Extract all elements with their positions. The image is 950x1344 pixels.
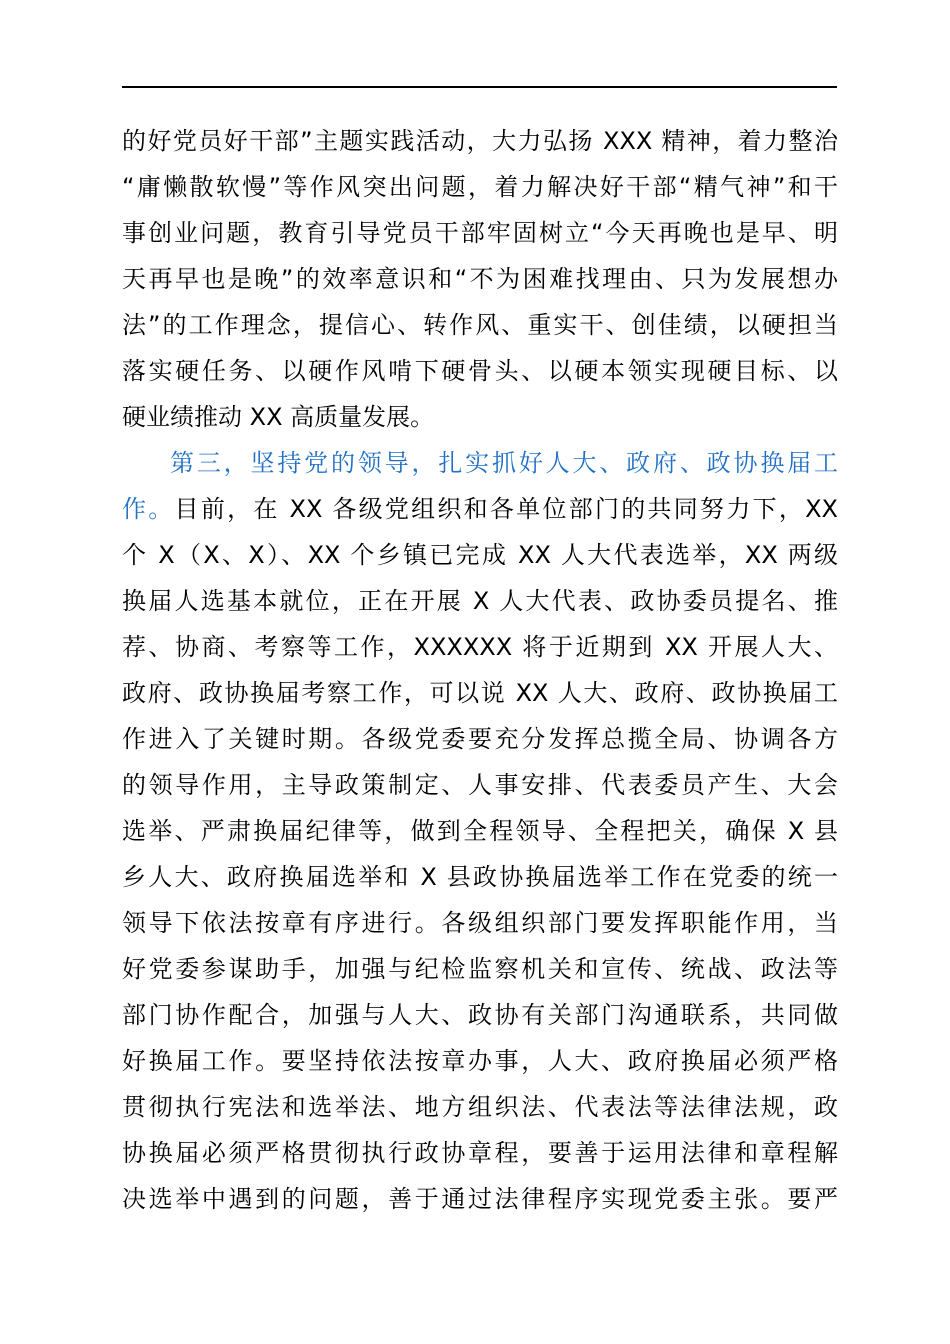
text-line: 落实硬任务、以硬作风啃下硬骨头、以硬本领实现硬目标、以 [122, 357, 838, 385]
text-line: 作进入了关键时期。各级党委要充分发挥总揽全局、协调各方 [122, 725, 838, 753]
text-line: 的好党员好干部”主题实践活动，大力弘扬 XXX 精神，着力整治 [122, 127, 838, 155]
text-line: 硬业绩推动 XX 高质量发展。 [122, 403, 435, 431]
document-body [122, 118, 838, 1222]
text-line: 决选举中遇到的问题，善于通过法律程序实现党委主张。要严 [122, 1185, 838, 1213]
section-heading-end: 作。 [122, 495, 175, 523]
text-line: 的领导作用，主导政策制定、人事安排、代表委员产生、大会 [122, 771, 838, 799]
section-heading: 第三，坚持党的领导，扎实抓好人大、政府、政协换届工 [170, 449, 838, 477]
text-line: 好换届工作。要坚持依法按章办事，人大、政府换届必须严格 [122, 1047, 838, 1075]
text-line: 法”的工作理念，提信心、转作风、重实干、创佳绩，以硬担当 [122, 311, 838, 339]
text-line: 领导下依法按章有序进行。各级组织部门要发挥职能作用，当 [122, 909, 838, 937]
text-line: 贯彻执行宪法和选举法、地方组织法、代表法等法律法规，政 [122, 1093, 838, 1121]
section-3-paragraph [122, 440, 838, 1222]
text-line-rest: 目前，在 XX 各级党组织和各单位部门的共同努力下，XX [174, 495, 838, 523]
text-line: 个 X（X、X）、XX 个乡镇已完成 XX 人大代表选举，XX 两级 [122, 541, 838, 569]
text-line: 部门协作配合，加强与人大、政协有关部门沟通联系，共同做 [122, 1001, 838, 1029]
text-line: 事创业问题，教育引导党员干部牢固树立“今天再晚也是早、明 [122, 219, 838, 247]
header-rule [122, 86, 837, 88]
text-line: 协换届必须严格贯彻执行政协章程，要善于运用法律和章程解 [122, 1139, 838, 1167]
text-line: 政府、政协换届考察工作，可以说 XX 人大、政府、政协换届工 [122, 679, 838, 707]
text-line: “庸懒散软慢”等作风突出问题，着力解决好干部“精气神”和干 [122, 173, 838, 201]
text-line: 好党委参谋助手，加强与纪检监察机关和宣传、统战、政法等 [122, 955, 838, 983]
text-line: 天再早也是晚”的效率意识和“不为困难找理由、只为发展想办 [122, 265, 838, 293]
text-line: 选举、严肃换届纪律等，做到全程领导、全程把关，确保 X 县 [122, 817, 838, 845]
text-line [122, 486, 838, 532]
paragraph-1 [122, 118, 838, 440]
text-line: 荐、协商、考察等工作，XXXXXX 将于近期到 XX 开展人大、 [122, 633, 838, 661]
text-line: 换届人选基本就位，正在开展 X 人大代表、政协委员提名、推 [122, 587, 838, 615]
text-line: 乡人大、政府换届选举和 X 县政协换届选举工作在党委的统一 [122, 863, 838, 891]
